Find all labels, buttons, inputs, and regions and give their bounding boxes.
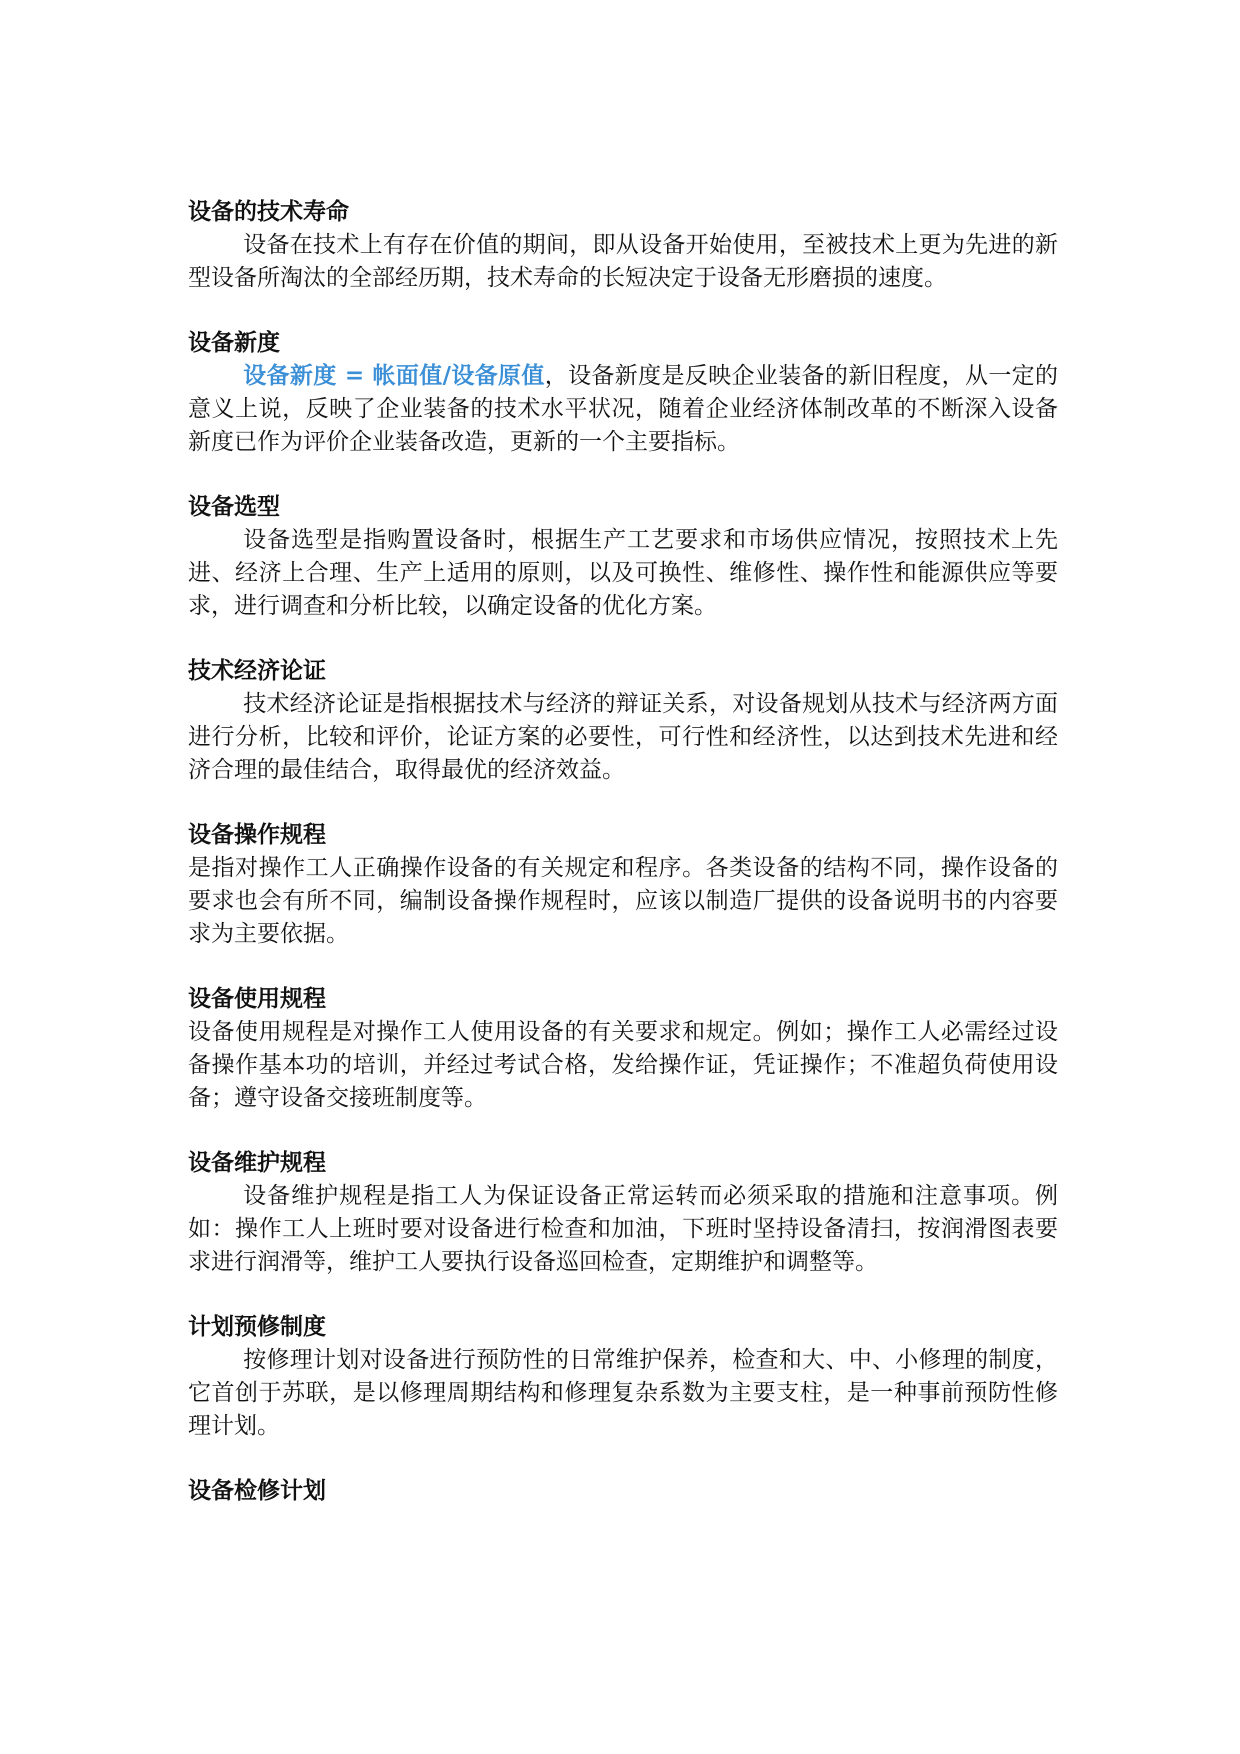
section-heading: 设备新度 — [188, 330, 280, 356]
section-heading: 计划预修制度 — [188, 1314, 326, 1340]
section-body: 设备在技术上有存在价值的期间，即从设备开始使用，至被技术上更为先进的新型设备所淘汰的全部经历期，技术寿命的长短决定于设备无形磨损的速度。 — [188, 232, 1058, 291]
section-usage-rules — [188, 983, 1058, 1115]
section-equipment-newness — [188, 327, 1058, 459]
section-heading: 设备使用规程 — [188, 986, 326, 1012]
section-body: 设备选型是指购置设备时，根据生产工艺要求和市场供应情况，按照技术上先进、经济上合理、生产上适用的原则，以及可换性、维修性、操作性和能源供应等要求，进行调查和分析比较，以确定设备的优化方案。 — [188, 527, 1058, 619]
section-technical-life — [188, 196, 1058, 295]
section-body — [188, 360, 1058, 459]
section-heading: 设备选型 — [188, 494, 280, 520]
section-planned-repair — [188, 1311, 1058, 1443]
section-body: 是指对操作工人正确操作设备的有关规定和程序。各类设备的结构不同，操作设备的要求也会有所不同，编制设备操作规程时，应该以制造厂提供的设备说明书的内容要求为主要依据。 — [188, 855, 1058, 947]
section-heading: 设备检修计划 — [188, 1478, 326, 1504]
section-maintenance-rules — [188, 1147, 1058, 1279]
section-equipment-selection — [188, 491, 1058, 623]
section-heading: 设备操作规程 — [188, 822, 326, 848]
document-page — [188, 196, 1058, 1540]
newness-formula: 设备新度 = 帐面值/设备原值 — [243, 363, 545, 389]
section-operating-rules — [188, 819, 1058, 951]
section-heading: 设备维护规程 — [188, 1150, 326, 1176]
section-body-text: ，设备新度是反映企业装备的新旧程度，从一定的意义上说，反映了企业装备的技术水平状况，随着企业经济体制改革的不断深入设备新度已作为评价企业装备改造，更新的一个主要指标。 — [188, 363, 1059, 455]
section-body: 设备使用规程是对操作工人使用设备的有关要求和规定。例如；操作工人必需经过设备操作基本功的培训，并经过考试合格，发给操作证，凭证操作；不准超负荷使用设备；遵守设备交接班制度等。 — [188, 1019, 1058, 1111]
section-body: 按修理计划对设备进行预防性的日常维护保养，检查和大、中、小修理的制度，它首创于苏联，是以修理周期结构和修理复杂系数为主要支柱，是一种事前预防性修理计划。 — [188, 1347, 1058, 1439]
section-heading: 技术经济论证 — [188, 658, 326, 684]
section-overhaul-plan — [188, 1475, 1058, 1508]
section-body: 设备维护规程是指工人为保证设备正常运转而必须采取的措施和注意事项。例如：操作工人上班时要对设备进行检查和加油，下班时坚持设备清扫，按润滑图表要求进行润滑等，维护工人要执行设备巡回检查，定期维护和调整等。 — [188, 1183, 1058, 1275]
section-techno-economic — [188, 655, 1058, 787]
section-body: 技术经济论证是指根据技术与经济的辩证关系，对设备规划从技术与经济两方面进行分析，比较和评价，论证方案的必要性，可行性和经济性，以达到技术先进和经济合理的最佳结合，取得最优的经济效益。 — [188, 691, 1058, 783]
section-heading: 设备的技术寿命 — [188, 199, 349, 225]
